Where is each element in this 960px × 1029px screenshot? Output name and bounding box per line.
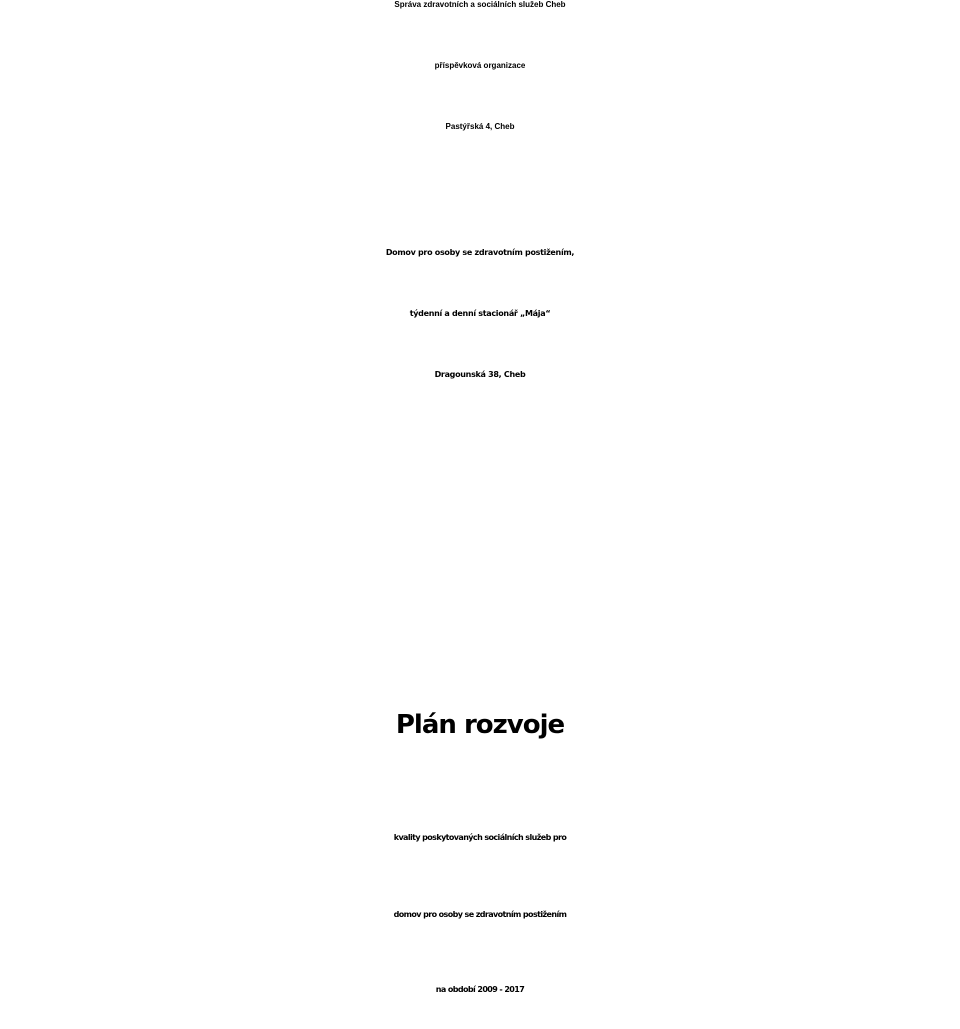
organization-address: Pastýřská 4, Cheb	[445, 122, 515, 131]
facility-address: Dragounská 38, Cheb	[434, 370, 526, 379]
document-subtitle-line2: domov pro osoby se zdravotním postižením	[393, 910, 567, 919]
document-subtitle-line1: kvality poskytovaných sociálních služeb pro	[393, 833, 567, 842]
facility-name-line2: týdenní a denní stacionář „Mája“	[409, 309, 551, 318]
organization-type: příspěvková organizace	[434, 61, 526, 70]
document-title: Plán rozvoje	[395, 710, 565, 740]
organization-name: Správa zdravotních a sociálních služeb Cheb	[394, 0, 566, 9]
facility-name-line1: Domov pro osoby se zdravotním postižením,	[385, 248, 575, 257]
document-period: na období 2009 - 2017	[435, 985, 525, 994]
